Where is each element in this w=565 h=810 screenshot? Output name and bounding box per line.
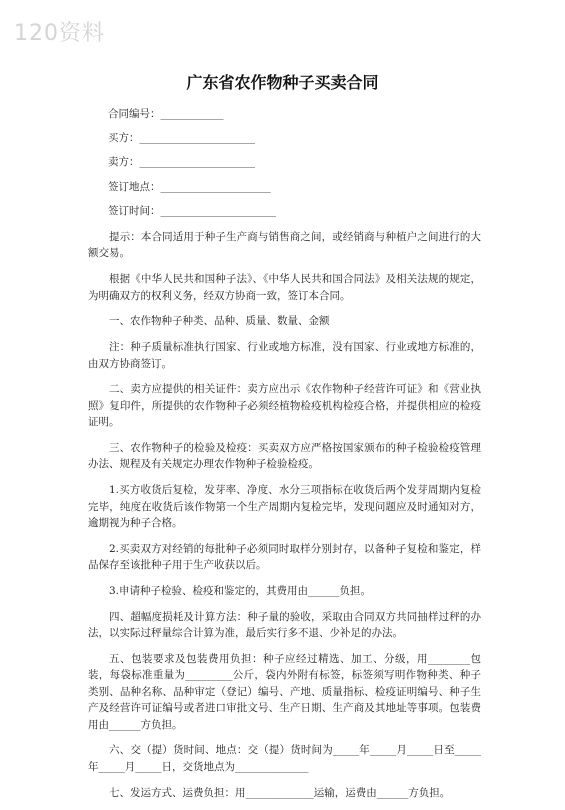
field-blank-line: ______________________: [139, 156, 255, 168]
notice-paragraph: 提示：本合同适用于种子生产商与销售商之间，或经销商与种植户之间进行的大额交易。: [88, 231, 481, 260]
section-1-heading: 一、农作物种子种类、品种、质量、数量、金额: [109, 315, 330, 328]
contract-body: [88, 229, 481, 810]
signing-place-field: [108, 180, 271, 194]
document-title: 广东省农作物种子买卖合同: [186, 73, 379, 92]
section-1-note: 注：种子质量标准执行国家、行业或地方标准，没有国家、行业或地方标准的，由双方协商签订。: [88, 341, 481, 370]
section-2-paragraph: 二、卖方应提供的相关证件：卖方应出示《农作物种子经营许可证》和《营业执照》复印件，所提供的农作物种子必须经植物检疫机构检疫合格，并提供相应的检疫证明。: [88, 383, 481, 429]
section-3-item-3: 3.申请种子检验、检疫和鉴定的，其费用由______负担。: [109, 585, 372, 598]
field-label: 签订时间：: [108, 205, 161, 217]
field-label: 签订地点：: [108, 181, 161, 193]
section-3-item-1: 1.买方收货后复检，发芽率、净度、水分三项指标在收货后两个发芽周期内复检完毕，纯度在收货后该作物第一个生产周期内复检完毕，发现问题应及时通知对方，逾期视为种子合格。: [88, 484, 481, 530]
section-3-item-2: 2.买卖双方对经销的每批种子必须同时取样分别封存，以备种子复检和鉴定，样品保存至该批种子用于生产收获以后。: [88, 542, 481, 572]
section-3-paragraph: 三、农作物种子的检验及检疫：买卖双方应严格按国家颁布的种子检验检疫管理办法、规程及有关规定办理农作物种子检验检疫。: [88, 442, 481, 471]
section-6-paragraph: 六、交（提）货时间、地点：交（提）货时间为_____年_____月_____日至_____年_____月_____日，交货地点为______________: [88, 744, 481, 773]
field-blank-line: ____________: [160, 108, 224, 120]
basis-paragraph: 根据《中华人民共和国种子法》、《中华人民共和国合同法》及相关法规的规定，为明确双方的权利义务，经双方协商一致，签订本合同。: [88, 273, 481, 302]
field-label: 卖方：: [108, 156, 140, 168]
signing-time-field: [108, 204, 276, 218]
seller-field: [108, 155, 255, 169]
watermark-logo: 120资料: [14, 21, 105, 46]
buyer-field: [108, 131, 255, 145]
field-blank-line: ______________________: [160, 205, 276, 217]
field-blank-line: ______________________: [139, 132, 255, 144]
field-label: 买方：: [108, 132, 140, 144]
contract-number-field: [108, 107, 224, 121]
field-blank-line: _____________________: [160, 181, 271, 193]
section-7-paragraph: 七、发运方式、运费负担：用_____________运输，运费由______方负担。: [109, 786, 451, 799]
field-label: 合同编号：: [108, 108, 161, 120]
section-4-paragraph: 四、超幅度损耗及计算方法：种子量的验收，采取由合同双方共同抽样过秤的办法，以实际过秤量综合计算为准，最后实行多不退、少补足的办法。: [88, 610, 481, 640]
section-5-paragraph: 五、包装要求及包装费用负担：种子应经过精选、加工、分级，用________包装，每袋标准重量为_________公斤，袋内外附有标签，标签须写明作物种类、种子类别、品种名称、品种审定（登记）编号、产地、质量指标、检疫证明编号、种子生产及经营许可证编号或者进口审批文号、生产日期、生产商及其地址等事项。包装费用由______方负担。: [88, 653, 481, 731]
